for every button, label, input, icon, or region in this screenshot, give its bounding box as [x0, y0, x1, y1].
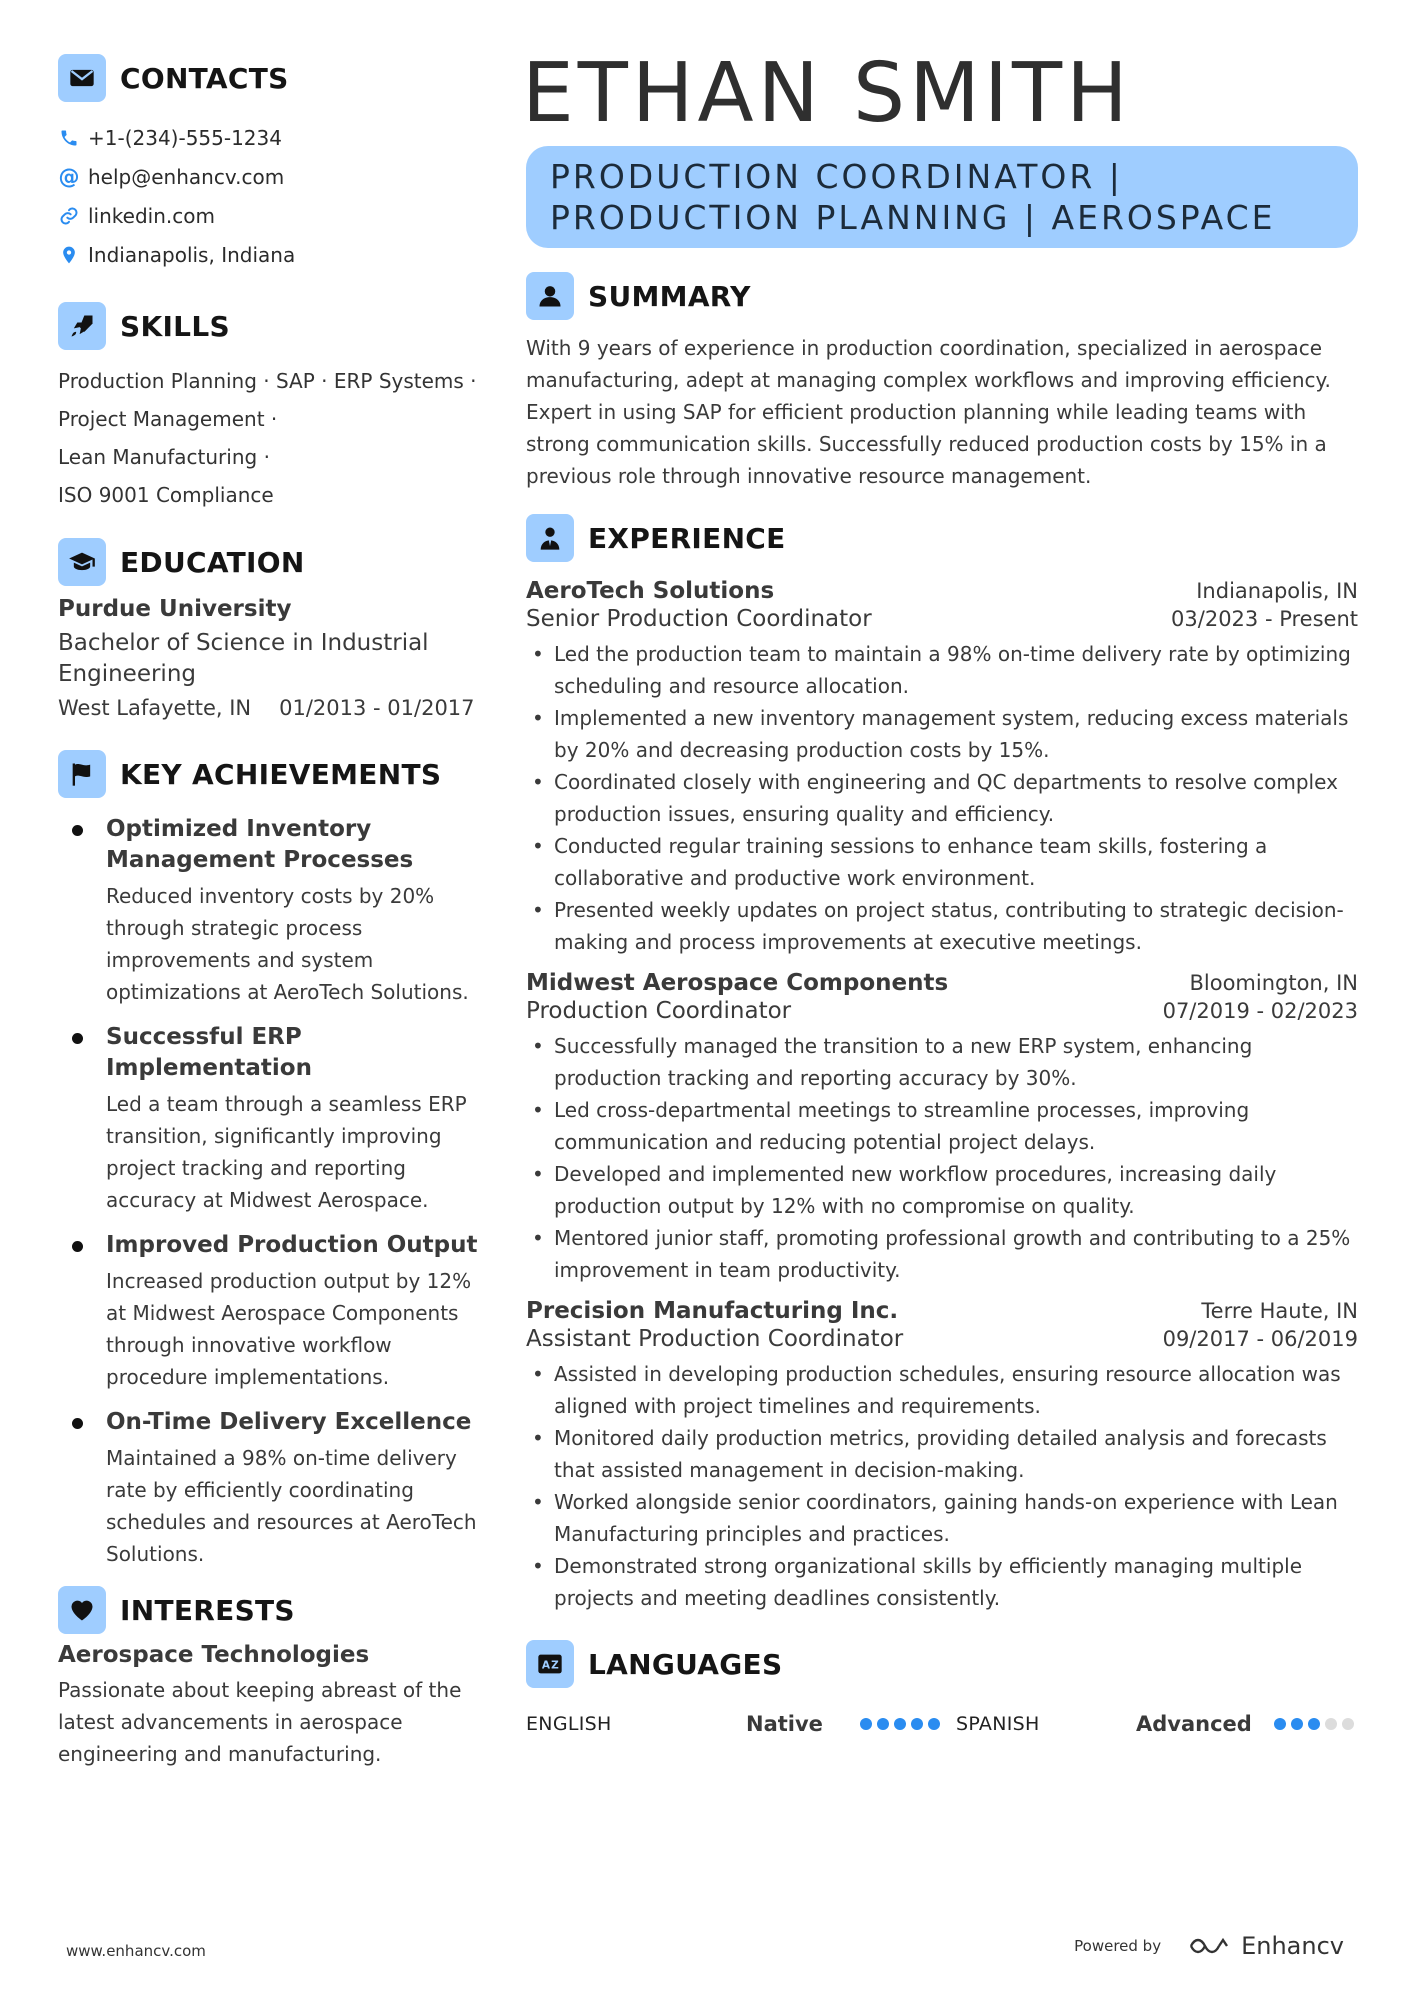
- job-entry: [526, 970, 1358, 1286]
- job-company: Precision Manufacturing Inc.: [526, 1298, 899, 1324]
- heart-icon: [58, 1586, 106, 1634]
- languages-header: [526, 1638, 1358, 1690]
- contacts-title: CONTACTS: [120, 61, 289, 95]
- language-item: [956, 1712, 1354, 1736]
- job-top-row: [526, 1298, 1358, 1324]
- skills-header: [58, 300, 478, 352]
- language-name: SPANISH: [956, 1713, 1040, 1735]
- achievement-desc: Reduced inventory costs by 20% through strategic process improvements and system optimizations at AeroTech Solutions.: [106, 884, 469, 1004]
- role-line: PRODUCTION COORDINATOR |: [550, 157, 1123, 196]
- summary-header: [526, 270, 1358, 322]
- contact-location: [58, 235, 478, 274]
- achievement-desc: Led a team through a seamless ERP transition, significantly improving project tracking and reporting accuracy at Midwest Aerospace.: [106, 1092, 467, 1212]
- graduation-cap-icon: [58, 538, 106, 586]
- enhancv-logo-icon: [1187, 1934, 1233, 1958]
- education-section: [58, 536, 478, 720]
- role-line: PRODUCTION PLANNING | AEROSPACE: [550, 198, 1276, 237]
- job-location: Terre Haute, IN: [1201, 1299, 1358, 1323]
- footer-branding: [1074, 1932, 1344, 1960]
- skills-list: [58, 362, 478, 514]
- rating-dot-filled: [860, 1718, 872, 1730]
- contacts-header: [58, 52, 478, 104]
- link-icon: [58, 205, 80, 227]
- education-meta: [58, 696, 478, 720]
- contacts-section: [58, 52, 478, 274]
- achievements-section: [58, 748, 478, 1570]
- job-bullet: • Led cross-departmental meetings to streamline processes, improving communication and reducing potential project delays.: [526, 1094, 1358, 1158]
- job-dates: 09/2017 - 06/2019: [1162, 1327, 1358, 1351]
- job-title: Production Coordinator: [526, 998, 792, 1024]
- experience-header: [526, 512, 1358, 564]
- job-bullet: • Coordinated closely with engineering and QC departments to resolve complex production issues, ensuring quality and efficiency.: [526, 766, 1358, 830]
- rocket-icon: [58, 302, 106, 350]
- languages-section: [526, 1638, 1358, 1744]
- svg-text:A: A: [541, 1659, 550, 1672]
- achievement-desc: Maintained a 98% on-time delivery rate by efficiently coordinating schedules and resources at AeroTech Solutions.: [106, 1446, 477, 1566]
- skills-line: ISO 9001 Compliance: [58, 483, 274, 507]
- job-entry: [526, 578, 1358, 958]
- job-bullets: [526, 638, 1358, 958]
- rating-dot-filled: [877, 1718, 889, 1730]
- achievement-title: Improved Production Output: [106, 1232, 478, 1258]
- job-bullet: • Mentored junior staff, promoting professional growth and contributing to a 25% improvement in team productivity.: [526, 1222, 1358, 1286]
- user-icon: [526, 272, 574, 320]
- interest-desc: Passionate about keeping abreast of the latest advancements in aerospace engineering and manufacturing.: [58, 1678, 462, 1766]
- at-sign-icon: @: [58, 164, 80, 189]
- job-bullet: • Successfully managed the transition to a new ERP system, enhancing production tracking and reporting accuracy by 30%.: [526, 1030, 1358, 1094]
- job-bullet: • Demonstrated strong organizational skills by efficiently managing multiple projects and meeting deadlines consistently.: [526, 1550, 1358, 1614]
- job-sub-row: [526, 1326, 1358, 1352]
- job-location: Bloomington, IN: [1189, 971, 1358, 995]
- contact-link-text: linkedin.com: [88, 203, 215, 228]
- job-top-row: [526, 578, 1358, 604]
- contact-phone-text: +1-(234)-555-1234: [88, 125, 282, 150]
- contact-phone[interactable]: [58, 118, 478, 157]
- candidate-name: ETHAN SMITH: [522, 46, 1132, 141]
- job-dates: 03/2023 - Present: [1171, 607, 1358, 631]
- rating-dot-empty: [1325, 1718, 1337, 1730]
- education-title: EDUCATION: [120, 545, 305, 579]
- skills-section: [58, 300, 478, 514]
- job-bullet: • Conducted regular training sessions to enhance team skills, fostering a collaborative and productive work environment.: [526, 830, 1358, 894]
- rating-dot-filled: [1308, 1718, 1320, 1730]
- contact-email[interactable]: [58, 157, 478, 196]
- job-entry: [526, 1298, 1358, 1614]
- achievement-item: [58, 1022, 478, 1216]
- enhancv-logo[interactable]: [1187, 1932, 1344, 1960]
- education-header: [58, 536, 478, 588]
- skills-line: Production Planning · SAP · ERP Systems ·: [58, 369, 477, 393]
- achievement-title: Optimized Inventory Management Processes: [106, 816, 414, 873]
- powered-by-label: Powered by: [1074, 1937, 1162, 1955]
- role-banner: [526, 146, 1358, 248]
- interests-header: [58, 1584, 478, 1636]
- job-bullet: • Implemented a new inventory management system, reducing excess materials by 20% and decreasing production costs by 15%.: [526, 702, 1358, 766]
- svg-text:Z: Z: [551, 1659, 559, 1672]
- achievements-title: KEY ACHIEVEMENTS: [120, 757, 442, 791]
- languages-title: LANGUAGES: [588, 1647, 783, 1681]
- language-name: ENGLISH: [526, 1713, 612, 1735]
- achievement-item: [58, 1230, 478, 1393]
- education-degree: Bachelor of Science in Industrial Engineering: [58, 630, 429, 687]
- job-bullet: • Monitored daily production metrics, providing detailed analysis and forecasts that assisted management in decision-making.: [526, 1422, 1358, 1486]
- enhancv-logo-text: Enhancv: [1241, 1932, 1344, 1960]
- contact-location-text: Indianapolis, Indiana: [88, 242, 296, 267]
- job-title: Senior Production Coordinator: [526, 606, 872, 632]
- job-bullet: • Led the production team to maintain a 98% on-time delivery rate by optimizing scheduling and resource allocation.: [526, 638, 1358, 702]
- achievement-item: [58, 1407, 478, 1570]
- rating-dot-empty: [1342, 1718, 1354, 1730]
- rating-dot-filled: [1274, 1718, 1286, 1730]
- skills-line: Project Management ·: [58, 407, 278, 431]
- skills-line: Lean Manufacturing ·: [58, 445, 270, 469]
- achievement-title: On-Time Delivery Excellence: [106, 1409, 472, 1435]
- translate-icon: [526, 1640, 574, 1688]
- job-bullets: [526, 1358, 1358, 1614]
- education-location: West Lafayette, IN: [58, 696, 252, 720]
- job-bullet: • Worked alongside senior coordinators, gaining hands-on experience with Lean Manufacturing principles and practices.: [526, 1486, 1358, 1550]
- envelope-icon: [58, 54, 106, 102]
- map-pin-icon: [58, 244, 80, 266]
- job-bullet: • Presented weekly updates on project status, contributing to strategic decision-making and process improvements at executive meetings.: [526, 894, 1358, 958]
- summary-section: [526, 270, 1358, 492]
- skills-title: SKILLS: [120, 309, 230, 343]
- achievement-desc: Increased production output by 12% at Midwest Aerospace Components through innovative workflow procedure implementations.: [106, 1269, 472, 1389]
- job-location: Indianapolis, IN: [1196, 579, 1358, 603]
- job-sub-row: [526, 998, 1358, 1024]
- language-level: Native: [746, 1712, 823, 1736]
- rating-dot-filled: [911, 1718, 923, 1730]
- interests-title: INTERESTS: [120, 1593, 295, 1627]
- language-item: [526, 1712, 956, 1736]
- job-company: Midwest Aerospace Components: [526, 970, 949, 996]
- summary-title: SUMMARY: [588, 279, 751, 313]
- languages-row: [526, 1704, 1358, 1744]
- experience-section: [526, 512, 1358, 1614]
- job-sub-row: [526, 606, 1358, 632]
- job-bullet: • Assisted in developing production schedules, ensuring resource allocation was aligned with project timelines and requirements.: [526, 1358, 1358, 1422]
- flag-icon: [58, 750, 106, 798]
- achievement-item: [58, 814, 478, 1008]
- job-bullet: • Developed and implemented new workflow procedures, increasing daily production output by 12% with no compromise on quality.: [526, 1158, 1358, 1222]
- achievements-header: [58, 748, 478, 800]
- footer-website[interactable]: www.enhancv.com: [66, 1942, 206, 1960]
- language-rating: [1274, 1718, 1354, 1730]
- education-school: Purdue University: [58, 596, 292, 622]
- right-column: [522, 46, 1358, 1744]
- job-company: AeroTech Solutions: [526, 578, 775, 604]
- education-dates: 01/2013 - 01/2017: [279, 696, 475, 720]
- rating-dot-filled: [894, 1718, 906, 1730]
- contact-email-text: help@enhancv.com: [88, 164, 285, 189]
- interests-section: [58, 1584, 478, 1770]
- phone-icon: [58, 127, 80, 149]
- rating-dot-filled: [928, 1718, 940, 1730]
- job-title: Assistant Production Coordinator: [526, 1326, 904, 1352]
- left-column: [58, 52, 478, 1770]
- achievement-title: Successful ERP Implementation: [106, 1024, 312, 1081]
- rating-dot-filled: [1291, 1718, 1303, 1730]
- briefcase-person-icon: [526, 514, 574, 562]
- contact-link[interactable]: [58, 196, 478, 235]
- language-level: Advanced: [1136, 1712, 1252, 1736]
- summary-text: With 9 years of experience in production coordination, specialized in aerospace manufacturing, adept at managing complex workflows and improving efficiency. Expert in using SAP for efficient production planning while leading teams with strong communication skills. Successfully reduced production costs by 15% in a previous role through innovative resource management.: [526, 336, 1331, 488]
- interest-title: Aerospace Technologies: [58, 1642, 370, 1668]
- job-top-row: [526, 970, 1358, 996]
- experience-title: EXPERIENCE: [588, 521, 786, 555]
- job-bullets: [526, 1030, 1358, 1286]
- job-dates: 07/2019 - 02/2023: [1162, 999, 1358, 1023]
- language-rating: [860, 1718, 940, 1730]
